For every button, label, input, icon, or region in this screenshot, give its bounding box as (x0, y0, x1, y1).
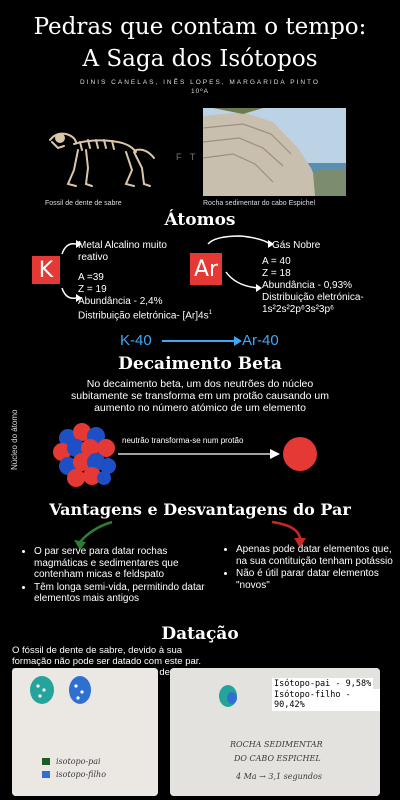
atoms-heading: Átomos (164, 210, 236, 230)
note-parent: isotopo-pai (56, 757, 101, 766)
rock-caption: Rocha sedimentar do cabo Espichel (203, 200, 316, 207)
argon-config-label: Distribuição eletrónica- (262, 292, 364, 303)
potassium-group: Metal Alcalino muito reativo (78, 240, 167, 263)
parent-percentage: Isótopo-pai - 9,58% (274, 679, 372, 689)
dating-text (12, 620, 15, 631)
grade: 10ºA (191, 88, 209, 95)
argon-config-value: 1s²2s²2p⁶3s²3p⁶ (262, 304, 335, 315)
beta-description: No decaimento beta, um dos neutrões do núcleo subitamente se transforma em um protão causando um aumento no número atómico de um elemento (71, 378, 329, 414)
disadvantage-item: • Não é útil parar datar elementos "novos" (236, 568, 396, 591)
daughter-isotope: Ar-40 (242, 332, 279, 349)
dating-line (12, 620, 15, 631)
poster-title-line2: A Saga dos Isótopos (82, 46, 318, 72)
potassium-config-text: Distribuição eletrónica- [Ar]4s (78, 310, 209, 322)
argon-z: Z = 18 (262, 268, 291, 279)
potassium-z: Z = 19 (78, 284, 107, 295)
overlay-text: F T (176, 152, 199, 162)
dating-line-3: de (159, 667, 170, 678)
disadvantage-item: • Apenas pode datar elementos que, na sua contituição tenham potássio (236, 544, 396, 567)
advantage-item: • O par serve para datar rochas magmáticas e sedimentares que contenham micas e feldspato (34, 546, 218, 581)
daughter-percentage: Isótopo-filho - 90,42% (272, 689, 380, 711)
poster-title-line1: Pedras que contam o tempo: (33, 14, 367, 40)
potassium-a: A =39 (78, 272, 104, 283)
authors: DINIS CANELAS, INÊS LOPES, MARGARIDA PINTO (80, 79, 320, 86)
argon-a: A = 40 (262, 256, 291, 267)
disadvantages-list (224, 544, 396, 592)
rock-dating-photo (170, 668, 380, 796)
potassium-config (78, 308, 212, 322)
transform-label: neutrão transforma-se num protão (122, 436, 244, 445)
argon-abundance: Abundância - 0,93% (262, 280, 353, 291)
isotope-model-photo (12, 668, 158, 796)
advantages-list (22, 546, 218, 606)
potassium-abundance: Abundância - 2,4% (78, 296, 163, 307)
parent-isotope: K-40 (120, 332, 152, 349)
advantage-item: • Têm longa semi-vida, permitindo datar elementos mais antigos (34, 582, 218, 605)
potassium-config-sup: 1 (208, 310, 212, 316)
decay-arrow (160, 334, 244, 348)
argon-symbol: Ar (190, 253, 222, 285)
nucleus-icon (48, 418, 124, 494)
transform-arrow (116, 446, 282, 462)
fossil-caption: Fossil de dente de sabre (45, 200, 122, 207)
rock-image (203, 108, 346, 196)
nucleus-label: Núcleo do átomo (10, 409, 19, 470)
note-rock-3: 4 Ma → 3,1 segundos (236, 772, 322, 781)
dating-line-2: formação não pode ser datado com este par. (12, 656, 202, 667)
dating-heading: Datação (161, 624, 239, 644)
note-rock-2: DO CABO ESPICHEL (234, 754, 321, 763)
proton-icon (282, 436, 318, 472)
pros-cons-heading: Vantagens e Desvantagens do Par (49, 500, 351, 519)
note-rock-1: ROCHA SEDIMENTAR (230, 740, 323, 749)
potassium-symbol: K (32, 256, 60, 284)
note-daughter: isotopo-filho (56, 770, 107, 779)
beta-heading: Decaimento Beta (118, 354, 282, 374)
dating-line-1: O fóssil de dente de sabre, devido à sua (12, 645, 183, 656)
argon-group: Gás Nobre (272, 240, 321, 251)
fossil-image (40, 118, 160, 196)
